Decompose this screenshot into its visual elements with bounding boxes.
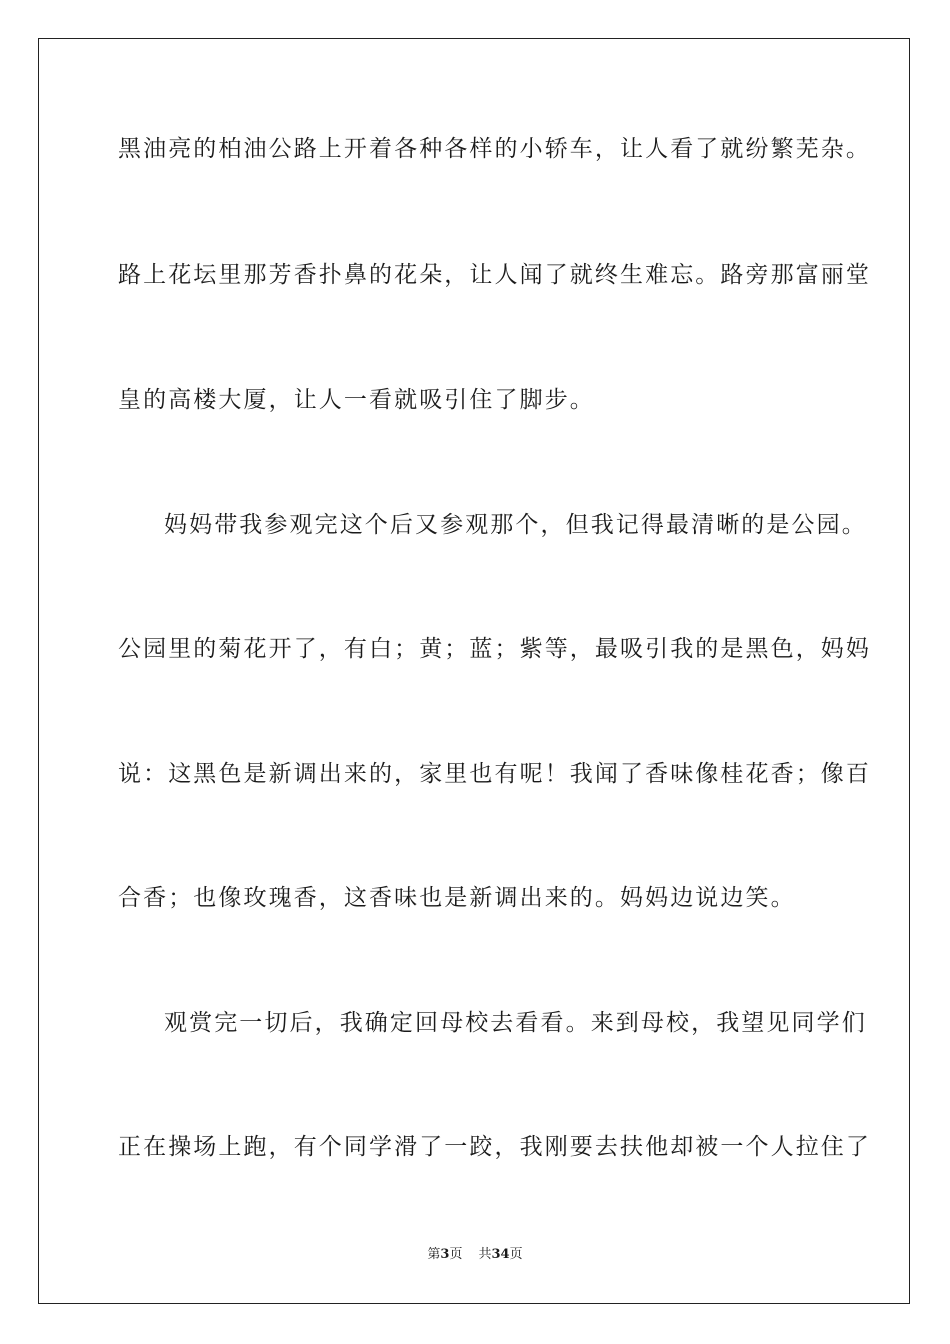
text-line: 黑油亮的柏油公路上开着各种各样的小轿车，让人看了就纷繁芜杂。 — [118, 136, 871, 162]
total-suffix: 页 — [509, 1247, 523, 1262]
text-line: 公园里的菊花开了，有白；黄；蓝；紫等，最吸引我的是黑色，妈妈 — [118, 636, 871, 662]
paragraph-first-line: 妈妈带我参观完这个后又参观那个，但我记得最清晰的是公园。 — [164, 512, 867, 538]
page-suffix: 页 — [449, 1247, 463, 1262]
text-line: 路上花坛里那芳香扑鼻的花朵，让人闻了就终生难忘。路旁那富丽堂 — [118, 262, 871, 288]
text-line: 皇的高楼大厦，让人一看就吸引住了脚步。 — [118, 387, 595, 413]
total-prefix: 共 — [478, 1247, 492, 1262]
page-number: 3 — [440, 1247, 450, 1262]
text-line: 说：这黑色是新调出来的，家里也有呢！我闻了香味像桂花香；像百 — [118, 761, 871, 787]
text-line: 正在操场上跑，有个同学滑了一跤，我刚要去扶他却被一个人拉住了 — [118, 1134, 871, 1160]
total-pages: 34 — [491, 1247, 510, 1262]
paragraph-first-line: 观赏完一切后，我确定回母校去看看。来到母校，我望见同学们 — [164, 1010, 867, 1036]
page-border — [38, 38, 910, 1304]
page-prefix: 第 — [427, 1247, 441, 1262]
page-footer — [0, 1246, 950, 1264]
text-line: 合香；也像玫瑰香，这香味也是新调出来的。妈妈边说边笑。 — [118, 885, 796, 911]
